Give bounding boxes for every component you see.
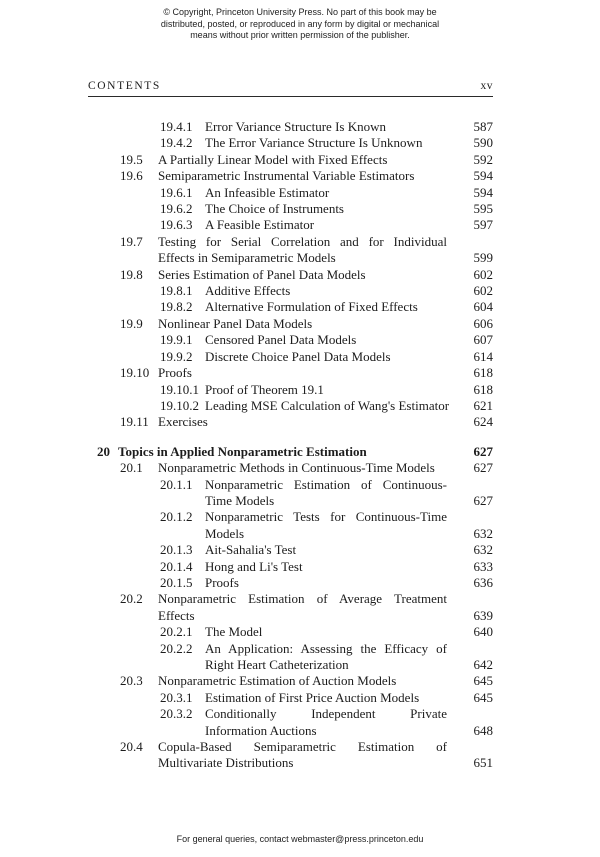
toc-entry-number: 19.9 bbox=[120, 315, 143, 331]
toc-entry-title bbox=[158, 460, 493, 476]
toc-entry-page: 636 bbox=[473, 574, 493, 590]
toc-entry bbox=[88, 673, 493, 689]
toc-entry-number: 19.4.1 bbox=[160, 119, 193, 134]
toc-entry-page: 632 bbox=[473, 542, 493, 558]
toc-entry-page: 602 bbox=[473, 266, 493, 282]
toc-entry-title-line: Alternative Formulation of Fixed Effects bbox=[205, 299, 418, 315]
toc-entry bbox=[88, 152, 493, 168]
toc-entry-title-line: Estimation of First Price Auction Models bbox=[205, 689, 420, 705]
toc-entry bbox=[88, 299, 493, 315]
toc-entry-title bbox=[205, 624, 493, 640]
copyright-notice bbox=[0, 7, 600, 42]
toc-entry-title-line: A Feasible Estimator bbox=[205, 217, 315, 233]
toc-entry bbox=[88, 559, 493, 575]
toc-entry-page: 651 bbox=[473, 755, 493, 771]
toc-entry-title bbox=[205, 641, 493, 674]
toc-entry-title bbox=[158, 591, 493, 624]
toc-entry-number: 19.6.3 bbox=[160, 217, 193, 233]
toc-entry-number: 20.4 bbox=[120, 739, 143, 755]
toc-entry-title bbox=[205, 119, 493, 135]
toc-entry-page: 627 bbox=[473, 492, 493, 508]
toc-entry-page: 627 bbox=[473, 460, 493, 476]
toc-entry-page: 599 bbox=[473, 250, 493, 266]
toc-entry bbox=[88, 168, 493, 184]
folio-page-number: xv bbox=[480, 80, 493, 92]
toc-entry-number: 19.10.2 bbox=[160, 397, 199, 413]
toc-entry-title-line: An Application: Assessing the Efficacy of bbox=[205, 640, 447, 656]
toc-entry-page: 645 bbox=[473, 673, 493, 689]
toc-entry-page: 621 bbox=[473, 397, 493, 413]
toc-entry bbox=[88, 591, 493, 624]
toc-entry-number: 19.6.2 bbox=[160, 201, 193, 217]
toc-entry-number: 20.1.2 bbox=[160, 509, 193, 525]
toc-entry-page: 590 bbox=[473, 135, 493, 151]
toc-entry-title-line: The Error Variance Structure Is Unknown bbox=[205, 135, 423, 151]
toc-entry-number: 19.9.1 bbox=[160, 332, 193, 348]
toc-entry bbox=[88, 217, 493, 233]
toc-entry-title-line: An Infeasible Estimator bbox=[205, 184, 330, 200]
toc-entry-number: 20 bbox=[97, 443, 110, 459]
toc-entry-title-line: Nonparametric Estimation of Auction Models bbox=[158, 673, 397, 689]
toc-entry-number: 19.5 bbox=[120, 151, 143, 167]
toc-entry-number: 20.1.4 bbox=[160, 558, 193, 574]
toc-entry-number: 20.3.2 bbox=[160, 706, 193, 722]
toc-entry-title bbox=[158, 739, 493, 772]
toc-entry bbox=[88, 444, 493, 460]
running-head bbox=[88, 80, 493, 97]
toc-entry-number: 19.11 bbox=[120, 414, 149, 430]
toc-entry-page: 618 bbox=[473, 381, 493, 397]
toc-entry bbox=[88, 332, 493, 348]
toc-entry-title bbox=[158, 267, 493, 283]
toc-entry-page: 618 bbox=[473, 365, 493, 381]
toc-entry-number: 20.3.1 bbox=[160, 689, 193, 705]
toc-entry-title bbox=[158, 168, 493, 184]
toc-entry-number: 20.2.2 bbox=[160, 640, 193, 656]
toc-entry-title-line: Right Heart Catheterization bbox=[205, 657, 349, 672]
toc-entry-title-line: A Partially Linear Model with Fixed Effects bbox=[158, 151, 388, 167]
toc-entry bbox=[88, 283, 493, 299]
toc-entry bbox=[88, 365, 493, 381]
toc-entry-title-line: Semiparametric Instrumental Variable Estimators bbox=[158, 168, 415, 184]
toc-entry-page: 587 bbox=[473, 119, 493, 134]
toc-entry-page: 642 bbox=[473, 657, 493, 672]
toc-entry bbox=[88, 234, 493, 267]
toc-entry-number: 20.2.1 bbox=[160, 624, 193, 640]
copyright-line: means without prior written permission of the publisher. bbox=[190, 30, 410, 40]
toc-entry-title-line: The Model bbox=[205, 624, 263, 640]
queries-footer: For general queries, contact webmaster@press.princeton.edu bbox=[176, 834, 424, 844]
toc-entry-title bbox=[205, 509, 493, 542]
toc-entry-number: 19.8.1 bbox=[160, 283, 193, 299]
toc-entry bbox=[88, 509, 493, 542]
toc-entry-title bbox=[205, 477, 493, 510]
toc-entry-page: 624 bbox=[473, 414, 493, 430]
toc-entry-title-line: Effects in Semiparametric Models bbox=[158, 250, 336, 266]
toc-entry-title bbox=[205, 575, 493, 591]
toc-entry-page: 607 bbox=[473, 332, 493, 348]
toc-entry-number: 19.4.2 bbox=[160, 135, 193, 151]
toc-entry-title-line: Nonparametric Estimation of Continuous- bbox=[205, 476, 447, 492]
toc-entry-title-line: Nonparametric Methods in Continuous-Time Models bbox=[158, 460, 435, 476]
toc-entry-number: 19.8 bbox=[120, 266, 143, 282]
toc-entry-page: 604 bbox=[473, 299, 493, 315]
toc-entry-number: 19.6 bbox=[120, 168, 143, 184]
toc-entry-title-line: Testing for Serial Correlation and for Individual bbox=[158, 233, 447, 249]
toc-entry-title bbox=[205, 382, 493, 398]
toc-entry bbox=[88, 641, 493, 674]
toc-entry bbox=[88, 624, 493, 640]
toc-entry-page: 602 bbox=[473, 283, 493, 299]
toc-entry-title bbox=[205, 690, 493, 706]
toc-entry-title bbox=[205, 349, 493, 365]
toc-entry-title bbox=[158, 316, 493, 332]
toc-entry-title-line: Leading MSE Calculation of Wang's Estimator bbox=[205, 397, 450, 413]
toc-entry-title-line: Series Estimation of Panel Data Models bbox=[158, 266, 366, 282]
toc-entry bbox=[88, 316, 493, 332]
toc-entry-title-line: Nonparametric Estimation of Average Treatment bbox=[158, 591, 447, 607]
toc-entry-page: 597 bbox=[473, 217, 493, 233]
toc-entry-title bbox=[158, 365, 493, 381]
toc-entry-title bbox=[205, 185, 493, 201]
toc-entry-title-line: Ait-Sahalia's Test bbox=[205, 542, 297, 558]
toc-entry-title-line: Discrete Choice Panel Data Models bbox=[205, 348, 391, 364]
toc-entry-title bbox=[205, 398, 493, 414]
toc-entry-title-line: Hong and Li's Test bbox=[205, 558, 303, 574]
toc-entry-title bbox=[205, 559, 493, 575]
toc-entry bbox=[88, 267, 493, 283]
toc-entry-page: 595 bbox=[473, 201, 493, 217]
toc-entry-number: 19.8.2 bbox=[160, 299, 193, 315]
toc-entry-title bbox=[158, 152, 493, 168]
toc-entry-page: 627 bbox=[473, 443, 493, 459]
toc-entry-title bbox=[158, 234, 493, 267]
copyright-line: distributed, posted, or reproduced in any form by digital or mechanical bbox=[160, 18, 440, 29]
toc-entry-title-line: Nonlinear Panel Data Models bbox=[158, 315, 313, 331]
toc-entry-number: 20.1.3 bbox=[160, 542, 193, 558]
toc-entry-title bbox=[205, 217, 493, 233]
toc-entry bbox=[88, 575, 493, 591]
toc-entry-number: 19.9.2 bbox=[160, 348, 193, 364]
toc-entry-title-line: Models bbox=[205, 525, 244, 541]
toc-entry-title-line: The Choice of Instruments bbox=[205, 201, 344, 217]
toc-entry-title-line: Proofs bbox=[158, 365, 192, 381]
toc-entry bbox=[88, 414, 493, 430]
toc-entry-page: 592 bbox=[473, 151, 493, 167]
toc-entry-title-line: Topics in Applied Nonparametric Estimation bbox=[118, 443, 367, 459]
toc-entry-title bbox=[205, 542, 493, 558]
toc-entry-title-line: Effects bbox=[158, 607, 195, 623]
toc-entry bbox=[88, 690, 493, 706]
toc-entry bbox=[88, 382, 493, 398]
toc-entry-page: 633 bbox=[473, 558, 493, 574]
toc-entry-title bbox=[205, 332, 493, 348]
toc-entry-number: 19.10 bbox=[120, 365, 150, 381]
toc-entry-title-line: Time Models bbox=[205, 492, 275, 508]
toc-entry-number: 20.2 bbox=[120, 591, 143, 607]
toc-entry-page: 648 bbox=[473, 722, 493, 738]
toc-entry bbox=[88, 119, 493, 135]
toc-entry-title bbox=[158, 414, 493, 430]
toc-entry-title-line: Error Variance Structure Is Known bbox=[205, 119, 386, 134]
toc-entry-page: 639 bbox=[473, 607, 493, 623]
toc-entry-title-line: Conditionally Independent Private bbox=[205, 706, 447, 722]
toc-entry-page: 640 bbox=[473, 624, 493, 640]
toc-entry-page: 594 bbox=[473, 168, 493, 184]
toc-entry bbox=[88, 460, 493, 476]
toc-entry bbox=[88, 135, 493, 151]
toc-entry-title-line: Information Auctions bbox=[205, 722, 317, 738]
toc-entry-title bbox=[158, 673, 493, 689]
toc-entry-number: 19.7 bbox=[120, 233, 143, 249]
toc-entry-page: 614 bbox=[473, 348, 493, 364]
toc-entry bbox=[88, 739, 493, 772]
toc-entry bbox=[88, 185, 493, 201]
toc-entry-number: 19.10.1 bbox=[160, 381, 199, 397]
toc-entry-title bbox=[205, 299, 493, 315]
toc-entry bbox=[88, 706, 493, 739]
toc-entry-title-line: Proof of Theorem 19.1 bbox=[205, 381, 324, 397]
toc-entry bbox=[88, 398, 493, 414]
toc-entry-title-line: Nonparametric Tests for Continuous-Time bbox=[205, 509, 447, 525]
copyright-line: © Copyright, Princeton University Press. No part of this book may be bbox=[163, 7, 437, 17]
toc-entry-title-line: Additive Effects bbox=[205, 283, 291, 299]
toc-entry bbox=[88, 542, 493, 558]
table-of-contents bbox=[88, 119, 493, 772]
toc-entry-title-line: Exercises bbox=[158, 414, 208, 430]
toc-entry-title bbox=[118, 444, 493, 460]
toc-entry-title bbox=[205, 135, 493, 151]
toc-entry bbox=[88, 201, 493, 217]
toc-entry-title bbox=[205, 201, 493, 217]
toc-entry-page: 632 bbox=[473, 525, 493, 541]
toc-entry-page: 645 bbox=[473, 689, 493, 705]
toc-entry-title bbox=[205, 706, 493, 739]
toc-entry-title bbox=[205, 283, 493, 299]
toc-entry-title-line: Copula-Based Semiparametric Estimation of bbox=[158, 739, 447, 755]
toc-entry-number: 20.1.1 bbox=[160, 476, 193, 492]
toc-entry-number: 20.3 bbox=[120, 673, 143, 689]
toc-entry-number: 20.1.5 bbox=[160, 574, 193, 590]
toc-entry-title-line: Censored Panel Data Models bbox=[205, 332, 357, 348]
toc-entry-title-line: Proofs bbox=[205, 574, 239, 590]
contents-heading: CONTENTS bbox=[88, 80, 161, 92]
toc-entry-page: 606 bbox=[473, 315, 493, 331]
toc-entry bbox=[88, 477, 493, 510]
toc-entry-number: 20.1 bbox=[120, 460, 143, 476]
toc-entry bbox=[88, 349, 493, 365]
toc-entry-title-line: Multivariate Distributions bbox=[158, 755, 294, 771]
toc-entry-page: 594 bbox=[473, 184, 493, 200]
toc-entry-number: 19.6.1 bbox=[160, 184, 193, 200]
